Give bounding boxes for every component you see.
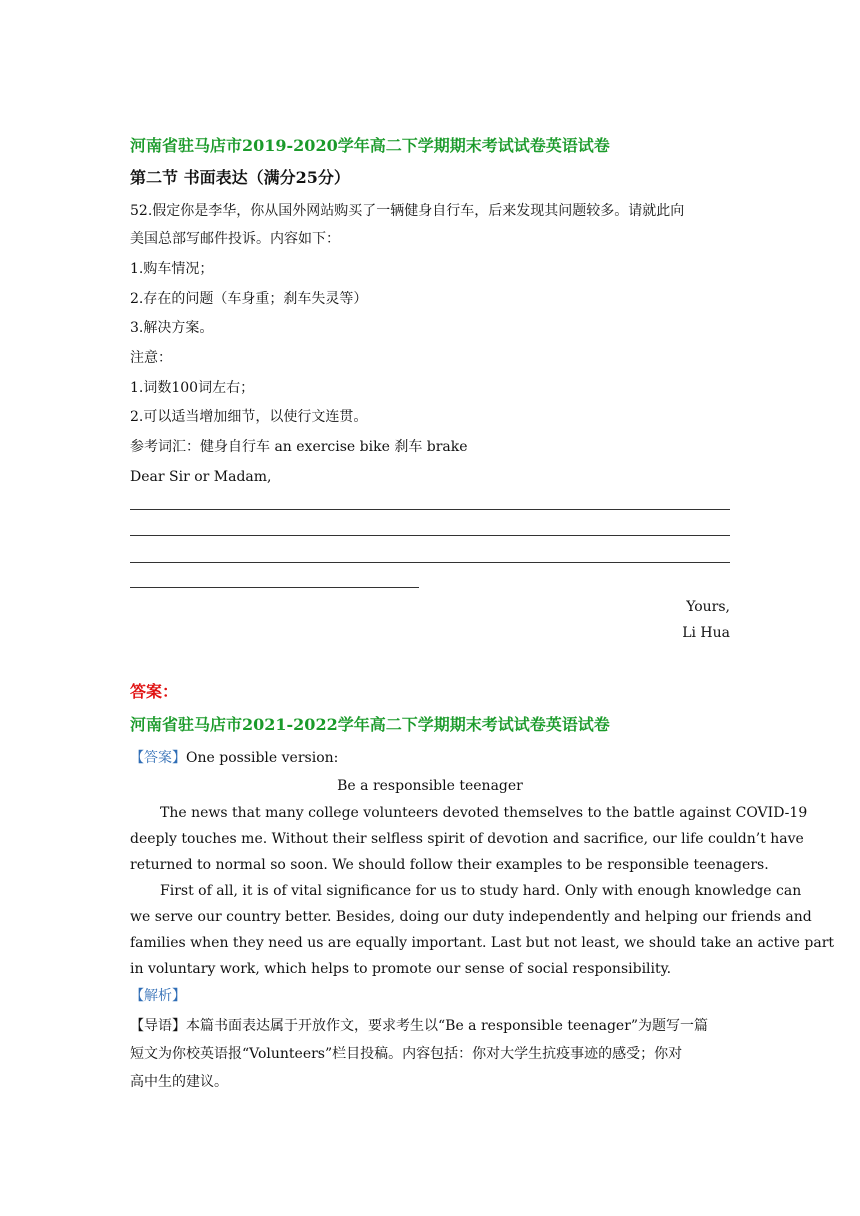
closing: Yours, <box>686 599 730 615</box>
essay-paragraph-2-line: in voluntary work, which helps to promote our sense of social responsibility. <box>130 961 672 977</box>
note-2: 2.可以适当增加细节，以使行文连贯。 <box>130 409 368 425</box>
essay-paragraph-1-line: The news that many college volunteers devoted themselves to the battle against COVID-19 <box>160 805 808 821</box>
answer-intro: One possible version: <box>186 750 339 766</box>
writing-line <box>130 587 419 588</box>
writing-line <box>130 535 730 536</box>
requirement-item-2: 2.存在的问题（车身重；刹车失灵等） <box>130 291 368 307</box>
analysis-tag: 【解析】 <box>130 988 186 1004</box>
essay-paragraph-2-line: First of all, it is of vital significance for us to study hard. Only with enough knowledge can <box>160 883 802 899</box>
reference-vocabulary: 参考词汇：健身自行车 an exercise bike 刹车 brake <box>130 439 468 455</box>
guide-line-3: 高中生的建议。 <box>130 1074 228 1090</box>
salutation: Dear Sir or Madam, <box>130 469 272 485</box>
answer-label: 答案： <box>130 682 179 701</box>
answer-line <box>130 748 338 768</box>
note-1: 1.词数100词左右； <box>130 380 255 396</box>
writing-line <box>130 509 730 510</box>
essay-paragraph-2-line: we serve our country better. Besides, doing our duty independently and helping our friends and <box>130 909 812 925</box>
essay-paragraph-1-line: returned to normal so soon. We should follow their examples to be responsible teenagers. <box>130 857 769 873</box>
guide-line-2: 短文为你校英语报“Volunteers”栏目投稿。内容包括：你对大学生抗疫事迹的感受；你对 <box>130 1046 683 1062</box>
notes-label: 注意： <box>130 350 172 366</box>
essay-title: Be a responsible teenager <box>337 778 523 794</box>
exam-title-2019: 河南省驻马店市2019-2020学年高二下学期期末考试试卷英语试卷 <box>130 136 610 155</box>
prompt-line-2: 美国总部写邮件投诉。内容如下： <box>130 231 340 247</box>
writing-line <box>130 562 730 563</box>
requirement-item-3: 3.解决方案。 <box>130 320 214 336</box>
essay-paragraph-2-line: families when they need us are equally important. Last but not least, we should take an active part <box>130 935 835 951</box>
signature: Li Hua <box>682 625 730 641</box>
essay-paragraph-1-line: deeply touches me. Without their selfless spirit of devotion and sacrifice, our life couldn’t have <box>130 831 804 847</box>
prompt-line-1: 52.假定你是李华，你从国外网站购买了一辆健身自行车，后来发现其问题较多。请就此向 <box>130 203 685 219</box>
answer-tag: 【答案】 <box>130 750 186 766</box>
section-heading: 第二节 书面表达（满分25分） <box>130 168 350 187</box>
guide-line-1: 【导语】本篇书面表达属于开放作文，要求考生以“Be a responsible teenager”为题写一篇 <box>130 1018 709 1034</box>
exam-title-2021: 河南省驻马店市2021-2022学年高二下学期期末考试试卷英语试卷 <box>130 715 610 734</box>
requirement-item-1: 1.购车情况； <box>130 261 214 277</box>
